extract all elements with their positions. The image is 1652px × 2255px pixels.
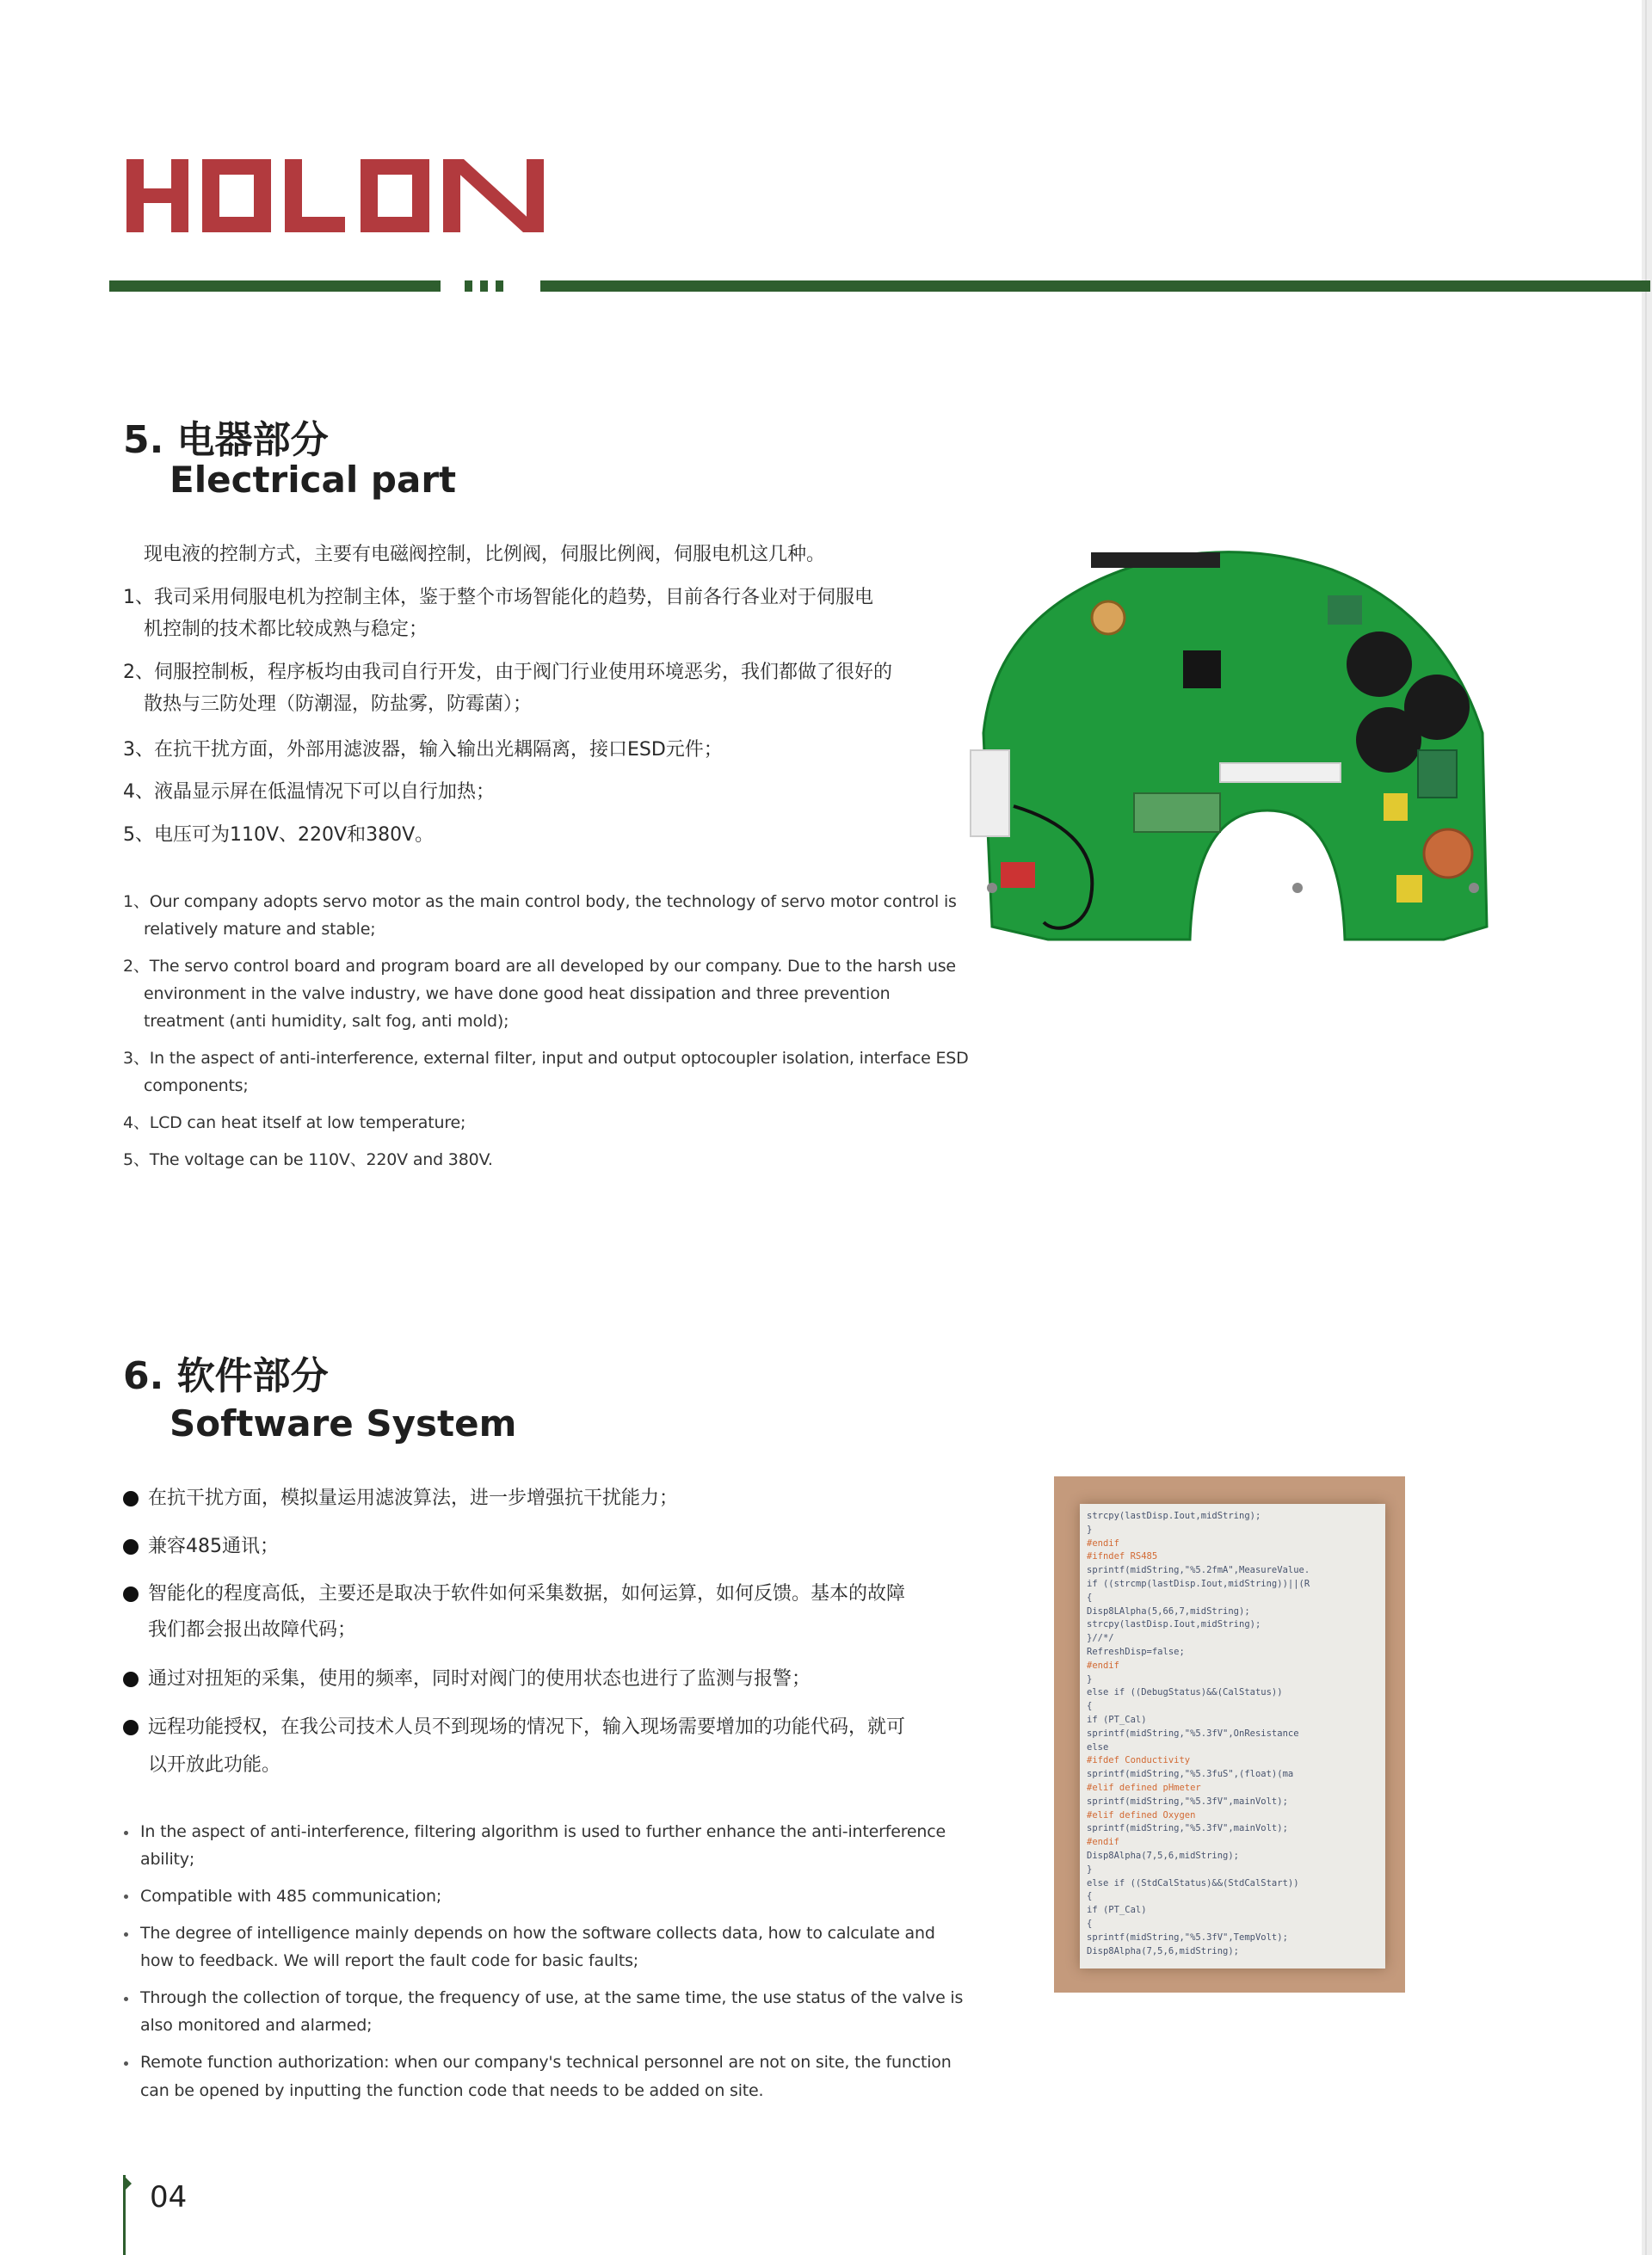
holon-logo <box>126 159 544 232</box>
code-line: { <box>1087 1891 1093 1902</box>
header-rule-left <box>109 280 441 292</box>
section6-cn-item: 在抗干扰方面，模拟量运用滤波算法，进一步增强抗干扰能力； <box>148 1488 679 1509</box>
code-line: else <box>1087 1741 1109 1753</box>
code-line: } <box>1087 1524 1093 1535</box>
section6-en-item: Compatible with 485 communication; <box>140 1887 442 1906</box>
section6-title-en: Software System <box>170 1402 517 1445</box>
code-line: sprintf(midString,"%5.3fV",TempVolt); <box>1087 1932 1288 1943</box>
section6-en-item-cont: ability; <box>140 1850 195 1869</box>
section5-cn-item: 4、液晶显示屏在低温情况下可以自行加热； <box>123 781 495 803</box>
section5-en-item: 2、The servo control board and program board are all developed by our company. Due to the harsh use <box>123 957 956 976</box>
code-line: if ((strcmp(lastDisp.Iout,midString))||(R <box>1087 1579 1310 1589</box>
section6-en-item: Remote function authorization: when our company's technical personnel are not on site, the function <box>140 2053 952 2072</box>
section6-cn-item-cont: 以开放此功能。 <box>148 1754 281 1776</box>
code-line: #elif defined pHmeter <box>1087 1783 1201 1793</box>
page-marker-line <box>123 2175 126 2255</box>
section5-en-item: 3、In the aspect of anti-interference, external filter, input and output optocoupler isolation, interface ESD <box>123 1049 969 1068</box>
bullet-icon <box>123 1587 139 1602</box>
code-line: else if ((StdCalStatus)&&(StdCalStart)) <box>1087 1877 1299 1888</box>
software-code-image <box>1054 1476 1405 1993</box>
bullet-dot-icon <box>124 1932 128 1937</box>
code-line: { <box>1087 1701 1093 1712</box>
section6-en-item-cont: can be opened by inputting the function code that needs to be added on site. <box>140 2081 764 2100</box>
servo-control-board-image <box>962 535 1504 957</box>
section5-title-en: Electrical part <box>170 459 457 501</box>
page-edge-strip <box>1642 0 1652 2255</box>
code-line: } <box>1087 1673 1093 1685</box>
bullet-icon <box>123 1491 139 1506</box>
code-line: Disp8Alpha(7,5,6,midString); <box>1087 1851 1240 1861</box>
code-line: sprintf(midString,"%5.3fV",mainVolt); <box>1087 1823 1288 1834</box>
bullet-dot-icon <box>124 1997 128 2001</box>
code-line: sprintf(midString,"%5.3fuS",(float)(ma <box>1087 1769 1294 1780</box>
bullet-dot-icon <box>124 1895 128 1899</box>
page-edge-line <box>1645 0 1647 2255</box>
code-line: #elif defined Oxygen <box>1087 1809 1196 1821</box>
section5-en-item: 4、LCD can heat itself at low temperature; <box>123 1113 466 1132</box>
bullet-dot-icon <box>124 1831 128 1835</box>
section6-en-item-cont: also monitored and alarmed; <box>140 2016 373 2035</box>
section5-title-cn: 5. 电器部分 <box>123 418 329 462</box>
section6-cn-item-cont: 我们都会报出故障代码； <box>148 1619 357 1641</box>
code-line: #ifndef RS485 <box>1087 1551 1158 1562</box>
code-line: Disp8Alpha(7,5,6,midString); <box>1087 1945 1240 1956</box>
section5-cn-item: 2、伺服控制板，程序板均由我司自行开发，由于阀门行业使用环境恶劣，我们都做了很好的 <box>123 662 893 683</box>
section6-cn-item: 通过对扭矩的采集，使用的频率，同时对阀门的使用状态也进行了监测与报警； <box>148 1668 811 1690</box>
code-line: else if ((DebugStatus)&&(CalStatus)) <box>1087 1687 1283 1698</box>
section6-cn-item: 远程功能授权，在我公司技术人员不到现场的情况下，输入现场需要增加的功能代码，就可 <box>148 1716 906 1738</box>
code-line: if (PT_Cal) <box>1087 1905 1147 1916</box>
section6-title-cn: 6. 软件部分 <box>123 1354 329 1398</box>
bullet-icon <box>123 1539 139 1555</box>
code-line: } <box>1087 1864 1093 1875</box>
section5-en-item-cont: components; <box>144 1076 249 1095</box>
header-rule-right <box>540 280 1650 292</box>
section5-cn-item-cont: 散热与三防处理（防潮湿，防盐雾，防霉菌）； <box>144 693 533 715</box>
code-line: sprintf(midString,"%5.2fmA",MeasureValue. <box>1087 1565 1310 1576</box>
section6-en-item-cont: how to feedback. We will report the fault code for basic faults; <box>140 1951 638 1970</box>
code-line: sprintf(midString,"%5.3fV",OnResistance <box>1087 1728 1299 1739</box>
code-line: sprintf(midString,"%5.3fV",mainVolt); <box>1087 1796 1288 1807</box>
code-line: strcpy(lastDisp.Iout,midString); <box>1087 1511 1261 1521</box>
code-line: Disp8LAlpha(5,66,7,midString); <box>1087 1605 1250 1617</box>
code-line: if (PT_Cal) <box>1087 1715 1147 1725</box>
section5-cn-item: 3、在抗干扰方面，外部用滤波器，输入输出光耦隔离，接口ESD元件； <box>123 739 723 761</box>
code-listing <box>1080 1504 1385 1969</box>
code-line: RefreshDisp=false; <box>1087 1647 1185 1657</box>
section5-en-item-cont: treatment (anti humidity, salt fog, anti mold); <box>144 1012 509 1031</box>
section6-cn-item: 兼容485通讯； <box>148 1536 279 1557</box>
code-line: { <box>1087 1919 1093 1929</box>
section6-en-item: The degree of intelligence mainly depends on how the software collects data, how to calculate and <box>140 1924 935 1943</box>
code-line: #ifdef Conductivity <box>1087 1755 1191 1766</box>
page-number: 04 <box>150 2180 188 2215</box>
section5-cn-item: 5、电压可为110V、220V和380V。 <box>123 824 435 846</box>
header-rule-dot <box>496 280 503 292</box>
code-line: #endif <box>1087 1837 1119 1848</box>
section5-cn-item-cont: 机控制的技术都比较成熟与稳定； <box>144 619 428 640</box>
bullet-dot-icon <box>124 2061 128 2066</box>
section5-cn-item: 1、我司采用伺服电机为控制主体，鉴于整个市场智能化的趋势，目前各行各业对于伺服电 <box>123 587 874 608</box>
section5-en-item-cont: environment in the valve industry, we have done good heat dissipation and three prevention <box>144 984 891 1003</box>
code-line: }//*/ <box>1087 1633 1114 1644</box>
header-rule-dot <box>465 280 472 292</box>
section5-en-item: 1、Our company adopts servo motor as the main control body, the technology of servo motor control is <box>123 892 957 911</box>
section5-intro: 现电液的控制方式，主要有电磁阀控制，比例阀，伺服比例阀，伺服电机这几种。 <box>144 544 826 565</box>
code-line: #endif <box>1087 1537 1119 1549</box>
bullet-icon <box>123 1720 139 1735</box>
section6-cn-item: 智能化的程度高低，主要还是取决于软件如何采集数据，如何运算，如何反馈。基本的故障 <box>148 1583 906 1605</box>
section6-en-item: In the aspect of anti-interference, filtering algorithm is used to further enhance the anti-interference <box>140 1822 946 1841</box>
section6-en-item: Through the collection of torque, the frequency of use, at the same time, the use status of the valve is <box>140 1988 964 2007</box>
section5-en-item-cont: relatively mature and stable; <box>144 920 376 939</box>
section5-en-item: 5、The voltage can be 110V、220V and 380V. <box>123 1150 493 1169</box>
code-line: #endif <box>1087 1660 1119 1671</box>
code-line: strcpy(lastDisp.Iout,midString); <box>1087 1619 1261 1630</box>
code-line: { <box>1087 1592 1093 1603</box>
bullet-icon <box>123 1672 139 1687</box>
header-rule-dot <box>480 280 488 292</box>
